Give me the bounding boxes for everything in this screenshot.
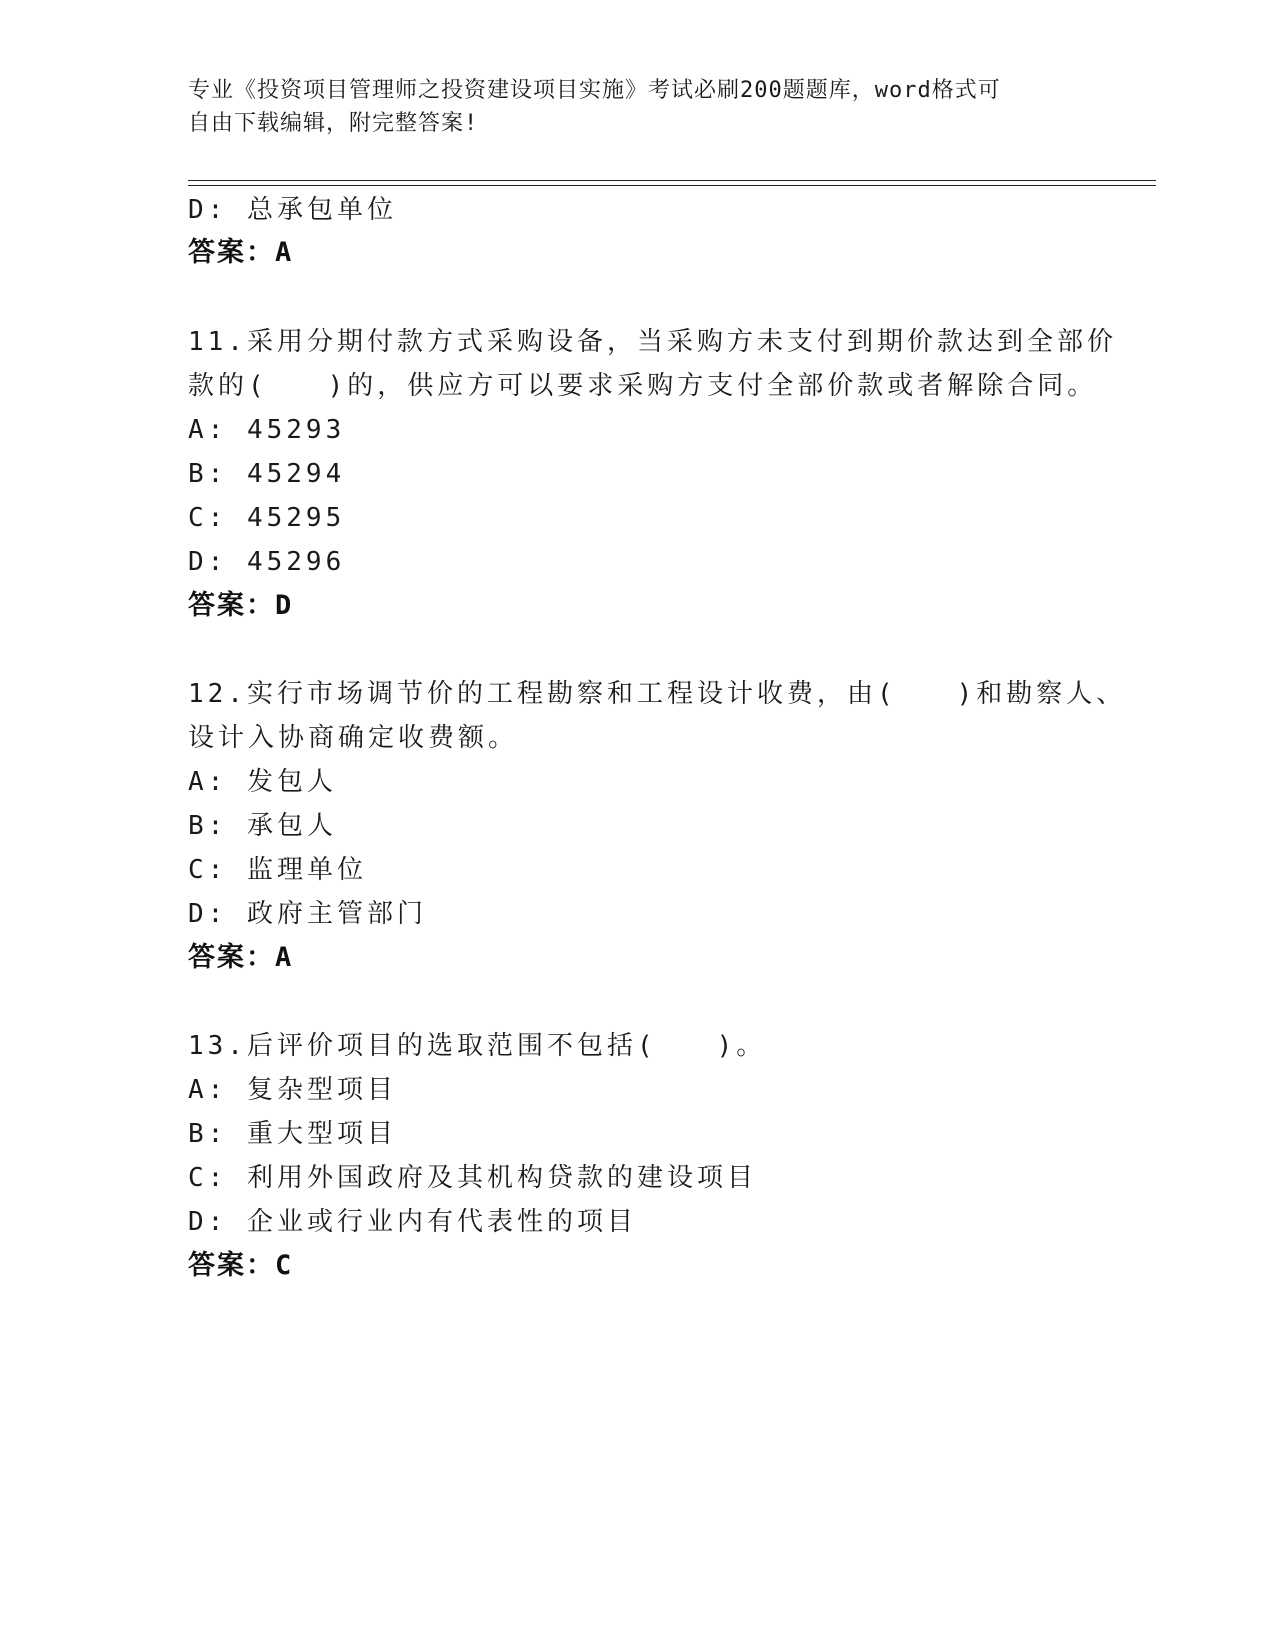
q11-stem-line-1: 11.采用分期付款方式采购设备，当采购方未支付到期价款达到全部价 [188, 327, 1117, 357]
q11-answer: 答案：D [188, 590, 294, 621]
q12-option-c: C: 监理单位 [188, 855, 367, 885]
q12-answer: 答案：A [188, 942, 294, 973]
q11-stem-line-2: 款的( )的，供应方可以要求采购方支付全部价款或者解除合同。 [188, 371, 1098, 401]
q13-option-c: C: 利用外国政府及其机构贷款的建设项目 [188, 1163, 757, 1193]
prev-option-d: D: 总承包单位 [188, 195, 397, 225]
q13-option-a: A: 复杂型项目 [188, 1075, 397, 1105]
q11-option-c: C: 45295 [188, 503, 346, 533]
header-divider-top [188, 180, 1156, 181]
q13-stem-line-1: 13.后评价项目的选取范围不包括( )。 [188, 1031, 767, 1061]
q12-option-a: A: 发包人 [188, 767, 337, 797]
q12-stem-line-1: 12.实行市场调节价的工程勘察和工程设计收费，由( )和勘察人、 [188, 679, 1127, 709]
document-header [188, 74, 1068, 140]
q11-option-a: A: 45293 [188, 415, 346, 445]
q11-option-b: B: 45294 [188, 459, 346, 489]
header-line-1: 专业《投资项目管理师之投资建设项目实施》考试必刷200题题库，word格式可 [188, 78, 1001, 103]
header-divider-bottom [188, 185, 1156, 186]
q13-answer: 答案：C [188, 1250, 294, 1281]
q13-option-b: B: 重大型项目 [188, 1119, 397, 1149]
header-line-2: 自由下载编辑，附完整答案! [188, 111, 479, 136]
q12-stem-line-2: 设计入协商确定收费额。 [188, 723, 519, 753]
prev-answer: 答案：A [188, 237, 294, 268]
q12-option-b: B: 承包人 [188, 811, 337, 841]
q13-option-d: D: 企业或行业内有代表性的项目 [188, 1207, 637, 1237]
q12-option-d: D: 政府主管部门 [188, 899, 427, 929]
q11-option-d: D: 45296 [188, 547, 346, 577]
